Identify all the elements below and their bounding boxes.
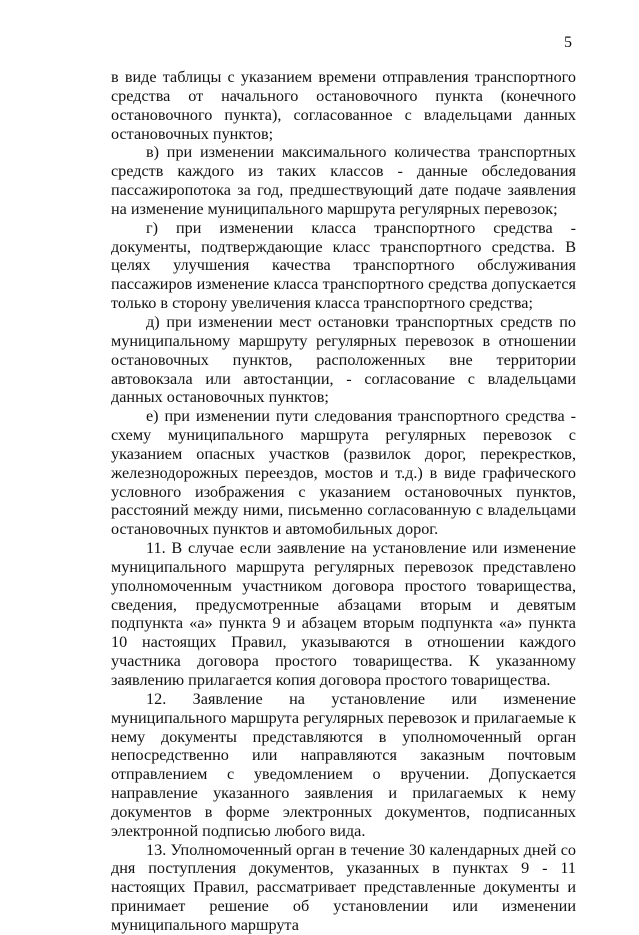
paragraph-item-13: 13. Уполномоченный орган в течение 30 календарных дней со дня поступления документов, указанных в пунктах 9 - 11 настоящих Правил, рассматривает представленные документы и принимает решение об установлении или изменении муниципального маршрута (111, 840, 576, 934)
paragraph-subitem-g: г) при изменении класса транспортного средства - документы, подтверждающие класс транспортного средства. В целях улучшения качества транспортного обслуживания пассажиров изменение класса транспортного средства допускается только в сторону увеличения класса транспортного средства; (111, 218, 576, 313)
paragraph-item-12: 12. Заявление на установление или изменение муниципального маршрута регулярных перевозок и прилагаемые к нему документы представляются в уполномоченный орган непосредственно или направляются заказным почтовым отправлением с уведомлением о вручении. Допускается направление указанного заявления и прилагаемых к нему документов в форме электронных документов, подписанных электронной подписью любого вида. (111, 689, 576, 840)
document-body (111, 68, 576, 935)
paragraph-item-11: 11. В случае если заявление на установление или изменение муниципального маршрута регулярных перевозок представлено уполномоченным участником договора простого товарищества, сведения, предусмотренные абзацами вторым и девятым подпункта «а» пункта 9 и абзацем вторым подпункта «а» пункта 10 настоящих Правил, указываются в отношении каждого участника договора простого товарищества. К указанному заявлению прилагается копия договора простого товарищества. (111, 539, 576, 689)
page-number: 5 (564, 34, 572, 51)
paragraph-subitem-v: в) при изменении максимального количества транспортных средств каждого из таких классов - данные обследования пассажиропотока за год, предшествующий дате подаче заявления на изменение муниципального маршрута регулярных перевозок; (111, 143, 576, 218)
paragraph-continuation: в виде таблицы с указанием времени отправления транспортного средства от начального остановочного пункта (конечного остановочного пункта), согласованное с владельцами данных остановочных пунктов; (111, 68, 576, 143)
paragraph-subitem-d: д) при изменении мест остановки транспортных средств по муниципальному маршруту регулярных перевозок в отношении остановочных пунктов, расположенных вне территории автовокзала или автостанции, - согласование с владельцами данных остановочных пунктов; (111, 312, 576, 407)
paragraph-subitem-e: е) при изменении пути следования транспортного средства - схему муниципального маршрута регулярных перевозок с указанием опасных участков (развилок дорог, перекрестков, железнодорожных переездов, мостов и т.д.) в виде графического условного изображения с указанием остановочных пунктов, расстояний между ними, письменно согласованную с владельцами остановочных пунктов и автомобильных дорог. (111, 407, 576, 539)
